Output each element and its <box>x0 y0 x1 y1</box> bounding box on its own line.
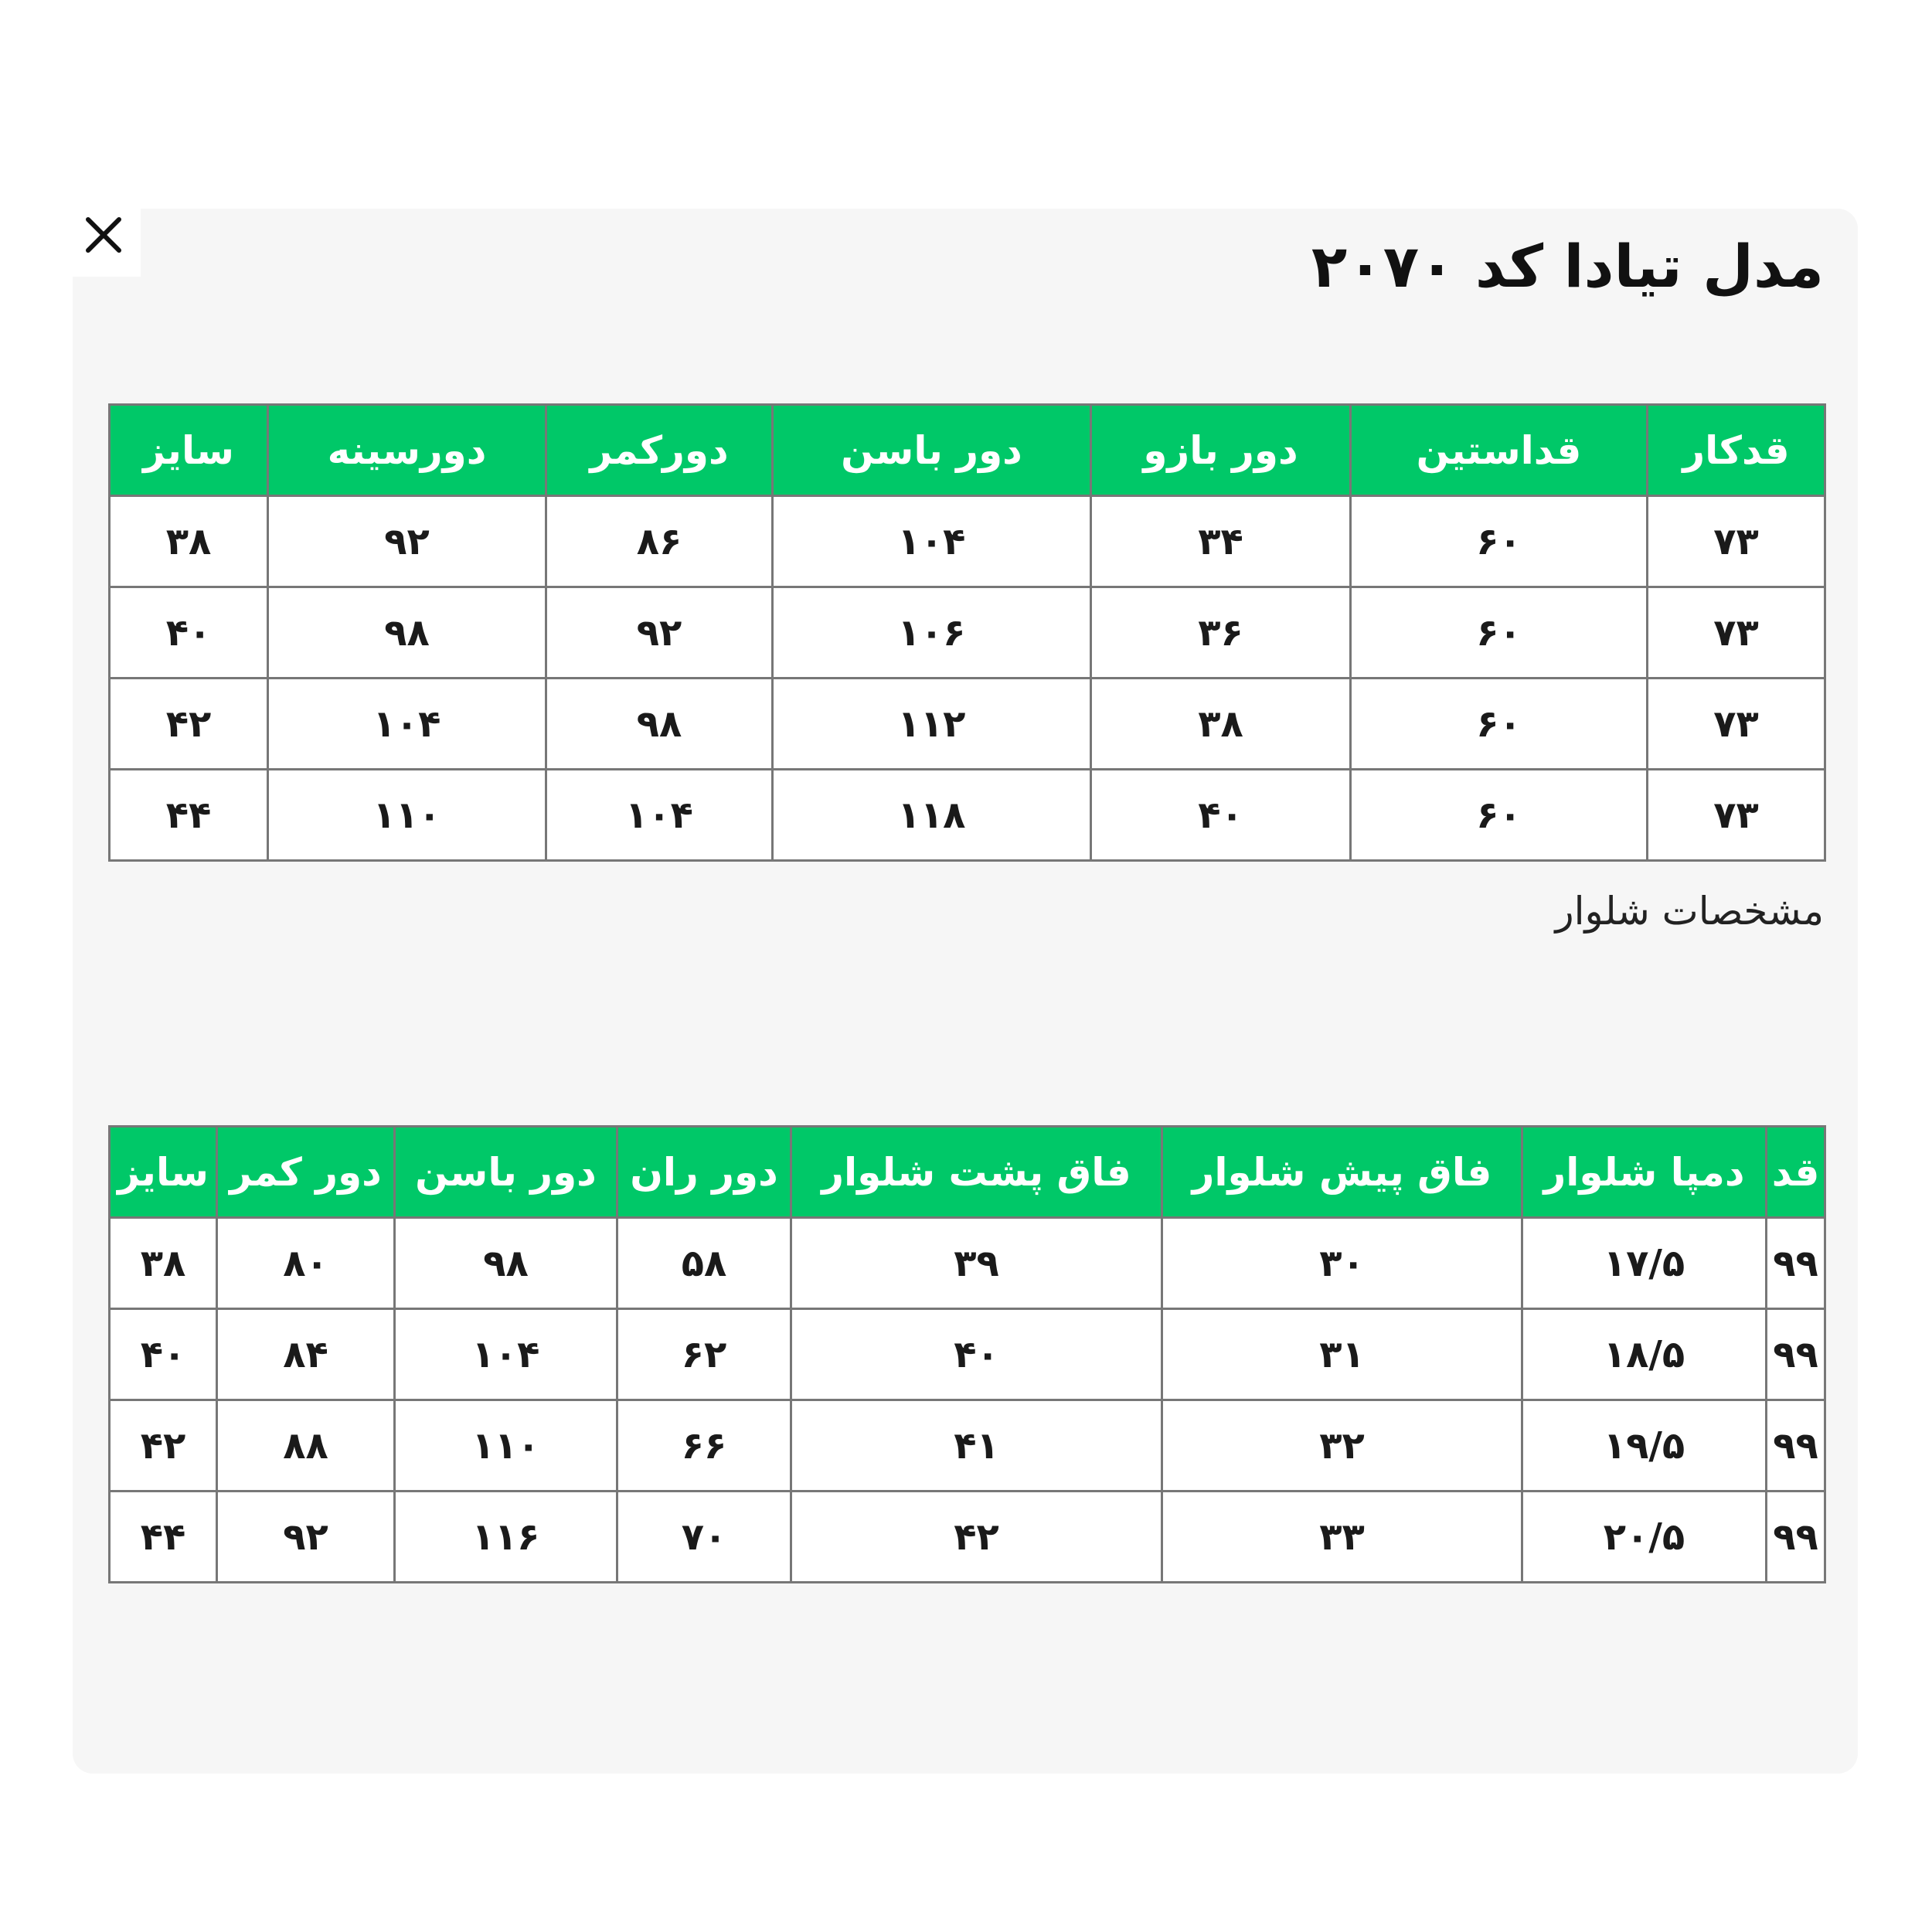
table-cell: ۳۴ <box>1091 496 1351 587</box>
column-header: سایز <box>110 405 268 496</box>
table-cell: ۱۱۶ <box>395 1492 617 1583</box>
close-icon <box>77 209 130 261</box>
table-cell: ۱۰۴ <box>395 1309 617 1400</box>
table-cell: ۳۳ <box>1162 1492 1522 1583</box>
table-cell: ۲۰/۵ <box>1522 1492 1767 1583</box>
table-row <box>110 496 1825 587</box>
column-header: دورسینه <box>268 405 546 496</box>
table-cell: ۶۰ <box>1351 770 1648 861</box>
table-cell: ۶۰ <box>1351 679 1648 770</box>
table-cell: ۱۷/۵ <box>1522 1218 1767 1309</box>
top-size-table <box>108 403 1826 862</box>
table-cell: ۴۱ <box>791 1400 1162 1492</box>
column-header: قدکار <box>1648 405 1825 496</box>
table-row <box>110 770 1825 861</box>
table-cell: ۴۰ <box>110 1309 217 1400</box>
column-header: دور باسن <box>773 405 1091 496</box>
table-cell: ۷۳ <box>1648 770 1825 861</box>
table-cell: ۹۸ <box>546 679 773 770</box>
table-cell: ۱۱۸ <box>773 770 1091 861</box>
table-cell: ۱۱۰ <box>268 770 546 861</box>
table-cell: ۳۰ <box>1162 1218 1522 1309</box>
table-cell: ۳۶ <box>1091 587 1351 679</box>
column-header: سایز <box>110 1127 217 1218</box>
table-cell: ۷۳ <box>1648 679 1825 770</box>
table-cell: ۱۰۴ <box>546 770 773 861</box>
table-row <box>110 587 1825 679</box>
table-row <box>110 1400 1825 1492</box>
table-cell: ۷۰ <box>617 1492 791 1583</box>
table-cell: ۹۸ <box>395 1218 617 1309</box>
modal-title: مدل تیادا کد ۲۰۷۰ <box>1311 232 1824 301</box>
table-cell: ۴۴ <box>110 770 268 861</box>
column-header: دورکمر <box>546 405 773 496</box>
table-cell: ۴۲ <box>791 1492 1162 1583</box>
table-cell: ۹۲ <box>546 587 773 679</box>
table-cell: ۴۴ <box>110 1492 217 1583</box>
table-cell: ۵۸ <box>617 1218 791 1309</box>
table-cell: ۹۸ <box>268 587 546 679</box>
table-cell: ۱۱۰ <box>395 1400 617 1492</box>
table-cell: ۹۹ <box>1767 1309 1825 1400</box>
column-header: فاق پیش شلوار <box>1162 1127 1522 1218</box>
table-cell: ۸۶ <box>546 496 773 587</box>
table-row <box>110 679 1825 770</box>
table-cell: ۹۲ <box>268 496 546 587</box>
column-header: دور کمر <box>217 1127 395 1218</box>
table-cell: ۸۸ <box>217 1400 395 1492</box>
table-cell: ۹۹ <box>1767 1400 1825 1492</box>
column-header: قد <box>1767 1127 1825 1218</box>
table-cell: ۹۹ <box>1767 1492 1825 1583</box>
table-cell: ۳۸ <box>110 1218 217 1309</box>
table-cell: ۳۹ <box>791 1218 1162 1309</box>
table-cell: ۴۰ <box>110 587 268 679</box>
table-row <box>110 1218 1825 1309</box>
table-cell: ۱۹/۵ <box>1522 1400 1767 1492</box>
column-header: قداستین <box>1351 405 1648 496</box>
column-header: دور باسن <box>395 1127 617 1218</box>
column-header: فاق پشت شلوار <box>791 1127 1162 1218</box>
table-cell: ۱۱۲ <box>773 679 1091 770</box>
table-cell: ۸۰ <box>217 1218 395 1309</box>
column-header: دور بازو <box>1091 405 1351 496</box>
table-cell: ۴۲ <box>110 679 268 770</box>
table-cell: ۹۹ <box>1767 1218 1825 1309</box>
column-header: دمپا شلوار <box>1522 1127 1767 1218</box>
table-cell: ۹۲ <box>217 1492 395 1583</box>
table-cell: ۳۲ <box>1162 1400 1522 1492</box>
table-cell: ۳۱ <box>1162 1309 1522 1400</box>
table-header-row <box>110 405 1825 496</box>
table-cell: ۱۰۴ <box>773 496 1091 587</box>
close-button[interactable] <box>73 209 141 277</box>
table-cell: ۶۲ <box>617 1309 791 1400</box>
pants-size-table <box>108 1125 1826 1583</box>
table-cell: ۴۲ <box>110 1400 217 1492</box>
table-cell: ۶۰ <box>1351 496 1648 587</box>
table-cell: ۱۸/۵ <box>1522 1309 1767 1400</box>
table-cell: ۴۰ <box>1091 770 1351 861</box>
column-header: دور ران <box>617 1127 791 1218</box>
table-cell: ۴۰ <box>791 1309 1162 1400</box>
table-cell: ۱۰۴ <box>268 679 546 770</box>
table-cell: ۶۶ <box>617 1400 791 1492</box>
table-row <box>110 1492 1825 1583</box>
table-cell: ۷۳ <box>1648 496 1825 587</box>
table-header-row <box>110 1127 1825 1218</box>
table-cell: ۳۸ <box>1091 679 1351 770</box>
table-cell: ۸۴ <box>217 1309 395 1400</box>
pants-section-title: مشخصات شلوار <box>1555 889 1824 934</box>
table-cell: ۳۸ <box>110 496 268 587</box>
table-cell: ۶۰ <box>1351 587 1648 679</box>
table-row <box>110 1309 1825 1400</box>
table-cell: ۷۳ <box>1648 587 1825 679</box>
table-cell: ۱۰۶ <box>773 587 1091 679</box>
